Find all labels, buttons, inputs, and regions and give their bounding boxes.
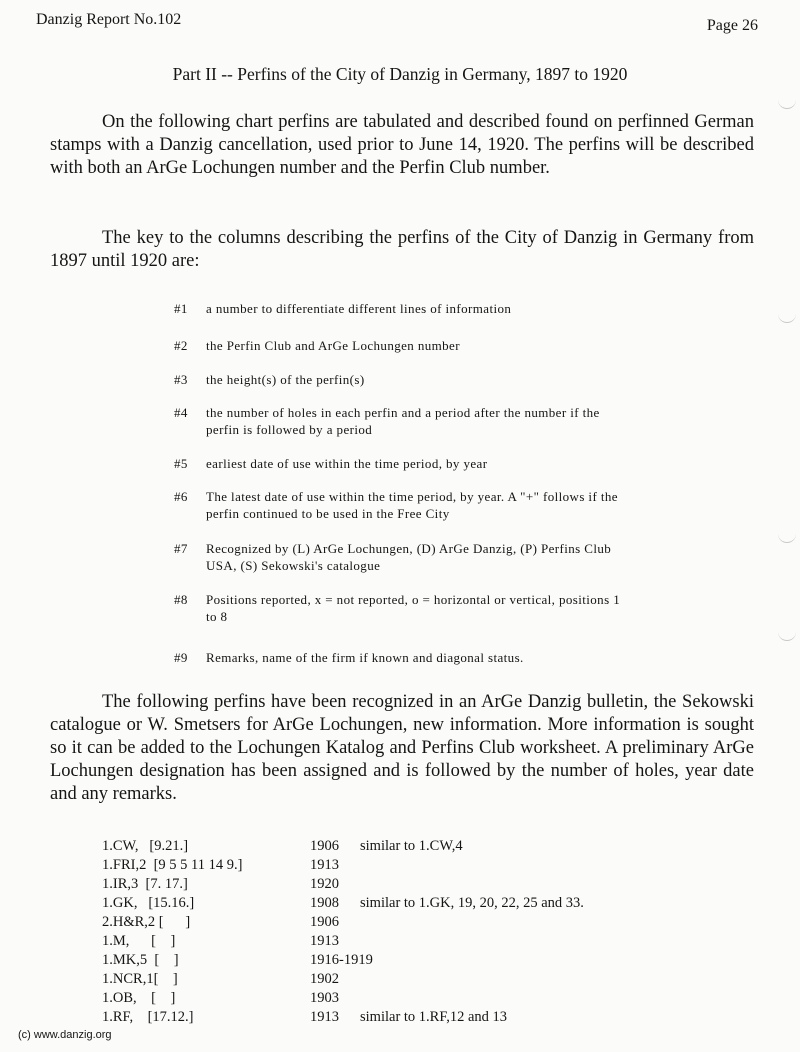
perfin-code: 1.GK, [15.16.]: [102, 895, 195, 911]
perfin-year: 1902: [310, 971, 339, 987]
perfin-year: 1913: [310, 1009, 339, 1025]
key-description: The latest date of use within the time period, by year. A "+" follows if the perfin continued to be used in the Free City: [206, 489, 618, 521]
key-number: #4: [174, 405, 188, 420]
key-number: #2: [174, 338, 188, 353]
perfin-code: 1.FRI,2 [9 5 5 11 14 9.]: [102, 857, 243, 873]
key-description: Recognized by (L) ArGe Lochungen, (D) ArGe Danzig, (P) Perfins Club USA, (S) Sekowski's catalogue: [206, 541, 612, 573]
key-number: #7: [174, 541, 188, 556]
key-description: the height(s) of the perfin(s): [206, 372, 365, 387]
key-description: the Perfin Club and ArGe Lochungen number: [206, 338, 460, 353]
key-description: Positions reported, x = not reported, o = horizontal or vertical, positions 1 to 8: [206, 592, 621, 624]
perfin-year: 1920: [310, 876, 339, 892]
perfin-year: 1913: [310, 857, 339, 873]
perfin-year: 1908: [310, 895, 339, 911]
perfin-code: 1.MK,5 [ ]: [102, 952, 179, 968]
punch-hole-mark: [778, 628, 796, 641]
page-number: Page 26: [706, 17, 758, 34]
perfin-year: 1903: [310, 990, 339, 1006]
copyright-footer: (c) www.danzig.org: [18, 1029, 112, 1041]
section-title: Part II -- Perfins of the City of Danzig in Germany, 1897 to 1920: [172, 64, 628, 84]
punch-hole-mark: [778, 96, 796, 109]
perfin-year: 1906: [310, 914, 339, 930]
key-number: #3: [174, 372, 188, 387]
key-description: earliest date of use within the time period, by year: [206, 456, 488, 471]
perfin-code: 1.RF, [17.12.]: [102, 1009, 194, 1025]
perfin-remark: similar to 1.GK, 19, 20, 22, 25 and 33.: [360, 895, 584, 911]
perfin-code: 1.IR,3 [7. 17.]: [102, 876, 188, 892]
key-description: a number to differentiate different lines of information: [206, 301, 512, 316]
perfin-code: 1.NCR,1[ ]: [102, 971, 178, 987]
punch-hole-mark: [778, 530, 796, 543]
recognized-paragraph: The following perfins have been recognized in an ArGe Danzig bulletin, the Sekowski catalogue or W. Smetsers for ArGe Lochungen, new information. More information is sought so it can be added to the Lochungen Katalog and Perfins Club worksheet. A preliminary ArGe Lochungen designation has been assigned and is followed by the number of holes, year date and any remarks.: [50, 692, 754, 804]
perfin-code: 1.CW, [9.21.]: [102, 838, 189, 854]
key-number: #1: [174, 301, 188, 316]
perfin-year: 1916-1919: [310, 952, 373, 968]
perfin-code: 1.OB, [ ]: [102, 990, 176, 1006]
intro-paragraph: On the following chart perfins are tabulated and described found on perfinned German stamps with a Danzig cancellation, used prior to June 14, 1920. The perfins will be described with both an ArGe Lochungen number and the Perfin Club number.: [50, 112, 754, 178]
report-title: Danzig Report No.102: [36, 11, 182, 28]
perfin-year: 1906: [310, 838, 339, 854]
perfin-code: 1.M, [ ]: [102, 933, 176, 949]
key-description: Remarks, name of the firm if known and diagonal status.: [206, 650, 524, 665]
perfin-remark: similar to 1.RF,12 and 13: [360, 1009, 508, 1025]
perfin-remark: similar to 1.CW,4: [360, 838, 463, 854]
key-intro-paragraph: The key to the columns describing the perfins of the City of Danzig in Germany from 1897 until 1920 are:: [50, 228, 754, 271]
key-number: #9: [174, 650, 188, 665]
key-number: #6: [174, 489, 188, 504]
perfin-year: 1913: [310, 933, 339, 949]
punch-hole-mark: [778, 310, 796, 323]
key-number: #5: [174, 456, 188, 471]
perfin-code: 2.H&R,2 [ ]: [102, 914, 191, 930]
key-description: the number of holes in each perfin and a period after the number if the perfin is followed by a period: [206, 405, 600, 437]
key-number: #8: [174, 592, 188, 607]
